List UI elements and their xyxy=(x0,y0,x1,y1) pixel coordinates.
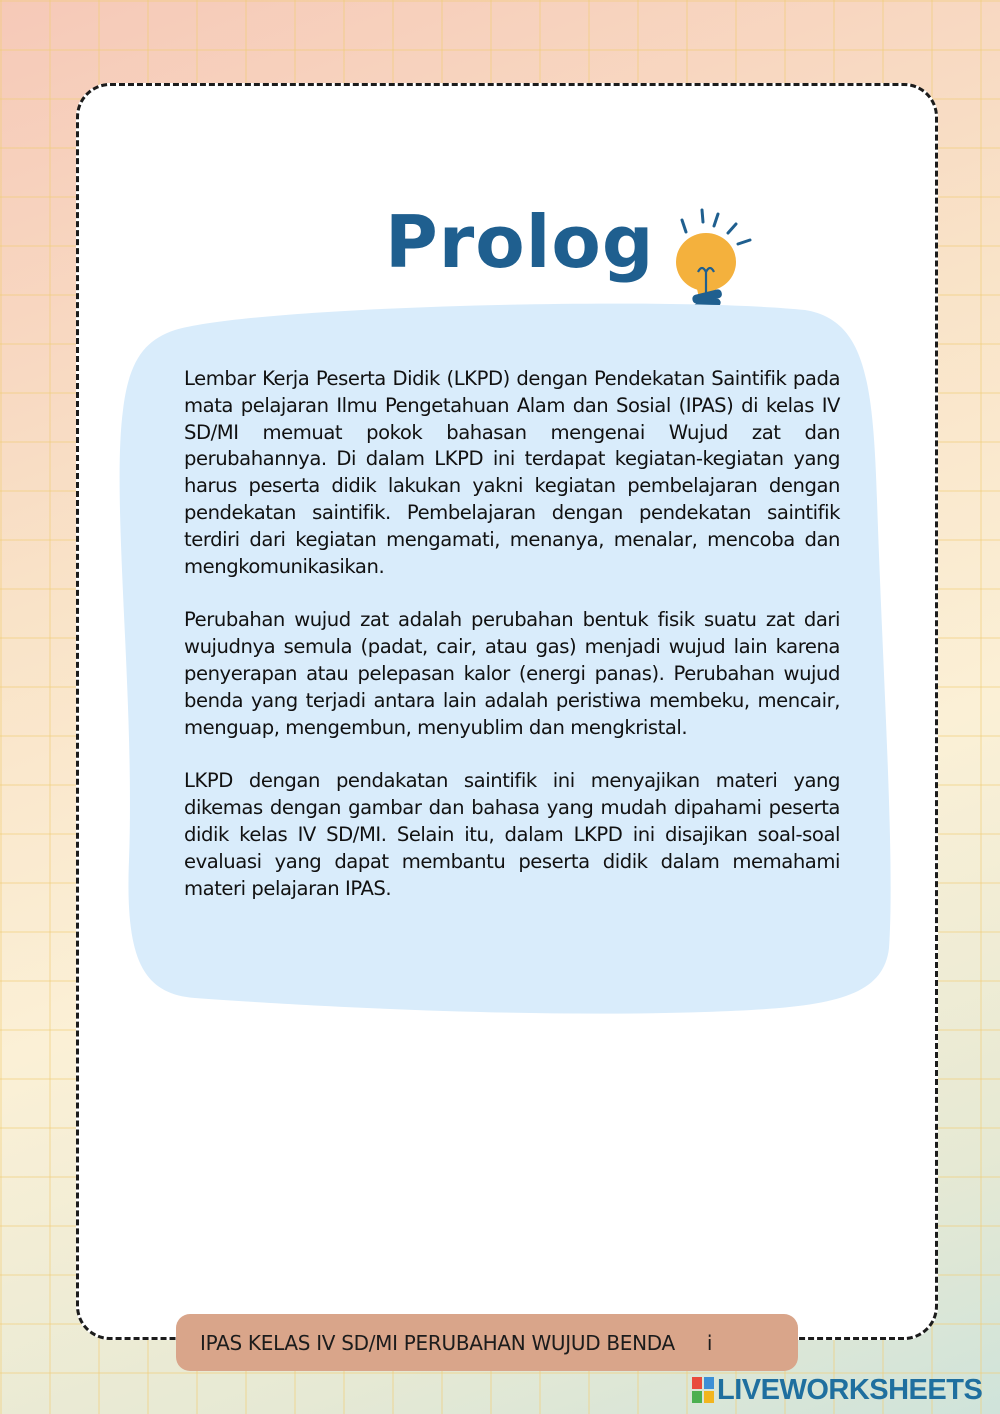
footer-label: IPAS KELAS IV SD/MI PERUBAHAN WUJUD BENDA xyxy=(200,1330,675,1355)
page-number: i xyxy=(706,1330,713,1355)
prolog-body xyxy=(184,366,840,929)
brand-name: LIVEWORKSHEETS xyxy=(717,1373,983,1406)
paragraph: Perubahan wujud zat adalah perubahan bentuk fisik suatu zat dari wujudnya semula (padat, cair, atau gas) menjadi wujud lain karena penyerapan atau pelepasan kalor (energi panas). Perubahan wujud benda yang terjadi antara lain adalah peristiwa membeku, mencair, menguap, mengembun, menyublim dan mengkristal. xyxy=(184,608,840,739)
footer-banner xyxy=(176,1314,798,1371)
paragraph: LKPD dengan pendakatan saintifik ini menyajikan materi yang dikemas dengan gambar dan bahasa yang mudah dipahami peserta didik kelas IV SD/MI. Selain itu, dalam LKPD ini disajikan soal-soal evaluasi yang dapat membantu peserta didik dalam memahami materi pelajaran IPAS. xyxy=(184,769,840,900)
paragraph: Lembar Kerja Peserta Didik (LKPD) dengan Pendekatan Saintifik pada mata pelajaran Ilmu Pengetahuan Alam dan Sosial (IPAS) di kelas IV SD/MI memuat pokok bahasan mengenai Wujud zat dan perubahannya. Di dalam LKPD ini terdapat kegiatan-kegiatan yang harus peserta didik lakukan yakni kegiatan pembelajaran dengan pendekatan saintifik. Pembelajaran dengan pendekatan saintifik terdiri dari kegiatan mengamati, menanya, menalar, mencoba dan mengkomunikasikan. xyxy=(184,367,840,578)
page-title: Prolog xyxy=(385,200,655,284)
liveworksheets-logo-icon xyxy=(692,1377,714,1403)
liveworksheets-brand[interactable] xyxy=(692,1374,982,1406)
